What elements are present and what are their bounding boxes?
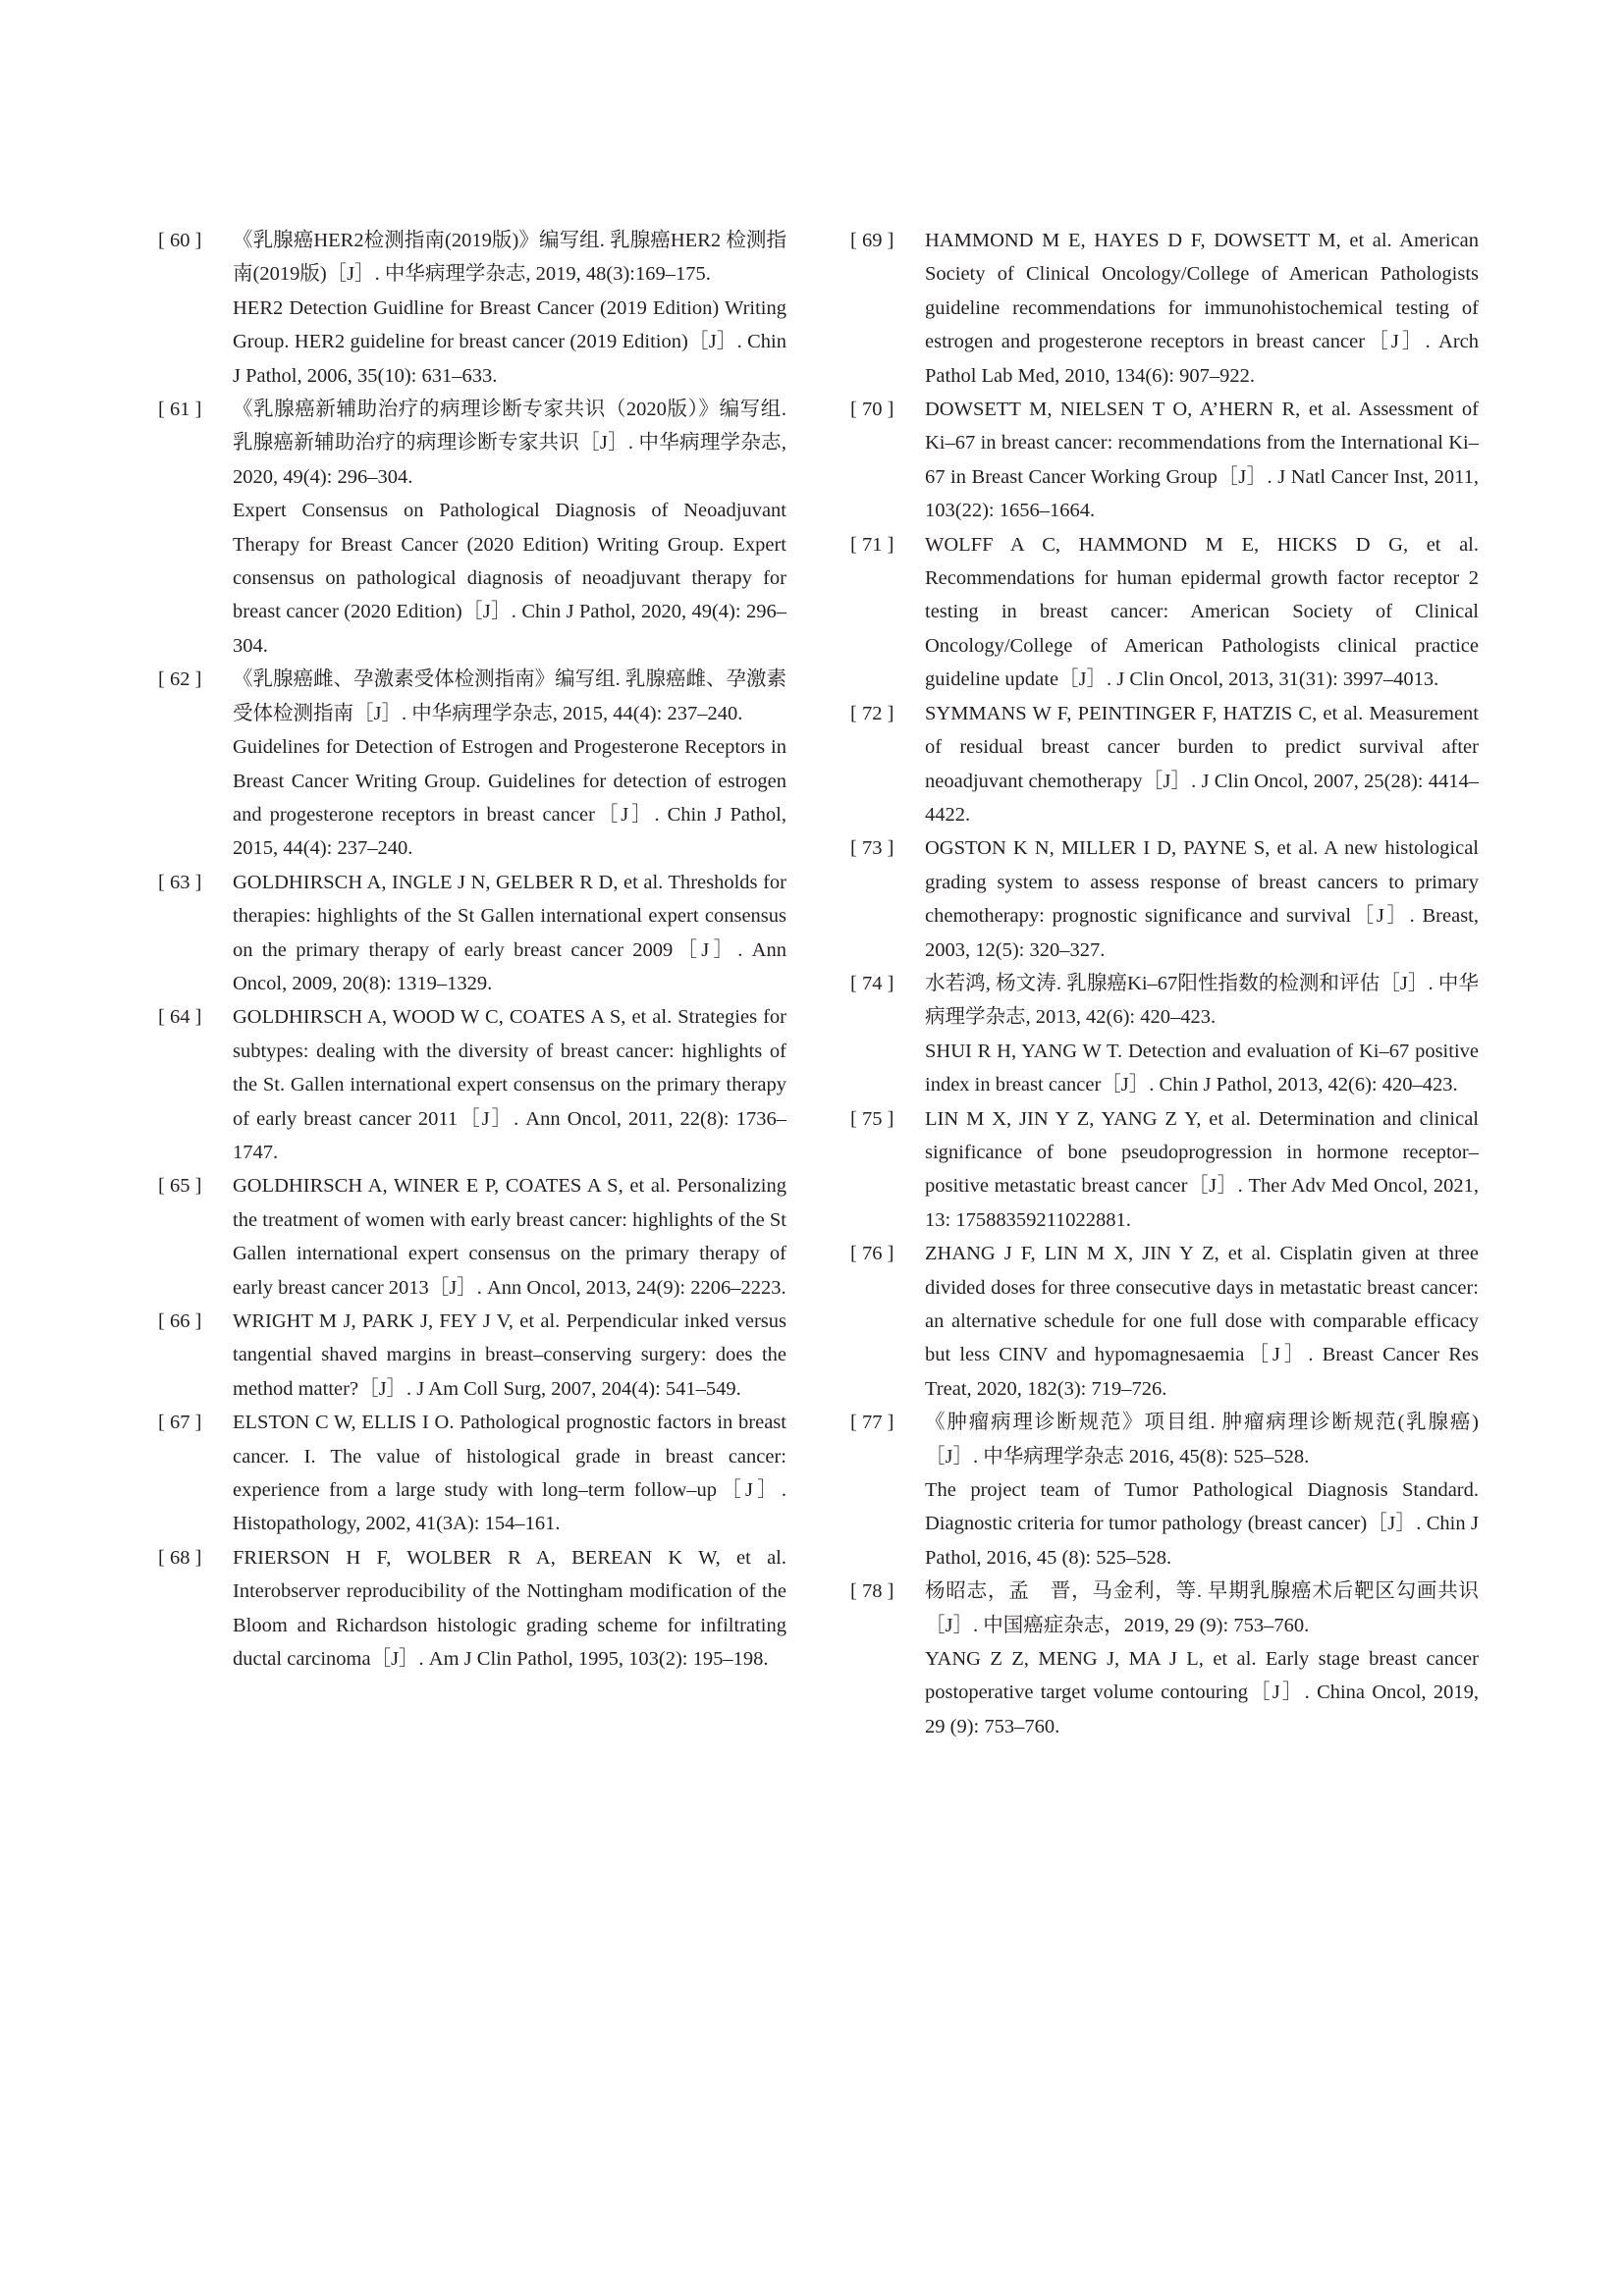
reference-number: [ 62 ] [158,668,202,691]
reference-number: [ 63 ] [158,871,202,893]
reference-citation-translation: The project team of Tumor Pathological Diagnosis Standard. Diagnostic criteria for tumor pathology (breast cancer)［J］. Chin J Pathol, 2016, 45 (8): 525–528. [925,1479,1479,1569]
reference-number: [ 69 ] [850,230,894,251]
reference-entry [850,1102,1479,1238]
reference-citation: LIN M X, JIN Y Z, YANG Z Y, et al. Determination and clinical significance of bone pseudoprogression in hormone receptor–positive metastatic breast cancer［J］. Ther Adv Med Oncol, 2021, 13: 17588359211022881. [925,1107,1479,1231]
reference-number: [ 76 ] [850,1243,894,1265]
reference-entry [850,1237,1479,1406]
reference-number: [ 64 ] [158,1006,202,1029]
reference-number: [ 66 ] [158,1310,202,1332]
reference-entry [850,697,1479,832]
reference-citation-translation: Expert Consensus on Pathological Diagnosis of Neoadjuvant Therapy for Breast Cancer (2020 Edition) Writing Group. Expert consensus on pathological diagnosis of neoadjuvant therapy for breast cancer (2020 Edition)［J］. Chin J Pathol, 2020, 49(4): 296–304. [233,500,786,657]
reference-entry [158,1406,786,1541]
reference-citation: ZHANG J F, LIN M X, JIN Y Z, et al. Cisplatin given at three divided doses for three consecutive days in metastatic breast cancer: an alternative schedule for one full dose with comparable efficacy but less CINV and hypomagnesaemia［J］. Breast Cancer Res Treat, 2020, 182(3): 719–726. [925,1243,1479,1400]
reference-entry [850,1406,1479,1575]
reference-number: [ 60 ] [158,230,202,251]
reference-number: [ 70 ] [850,399,894,421]
reference-number: [ 61 ] [158,399,202,421]
reference-number: [ 77 ] [850,1412,894,1434]
reference-citation: 水若鸿, 杨文涛. 乳腺癌Ki–67阳性指数的检测和评估［J］. 中华病理学杂志, 2013, 42(6): 420–423. [925,972,1479,1029]
reference-column-left [158,224,786,1676]
reference-entry [158,393,786,663]
reference-entry [850,1575,1479,1743]
reference-entry [850,393,1479,528]
reference-citation: WRIGHT M J, PARK J, FEY J V, et al. Perpendicular inked versus tangential shaved margins in breast–conserving surgery: does the method matter?［J］. J Am Coll Surg, 2007, 204(4): 541–549. [233,1310,786,1400]
reference-citation: 杨昭志，孟 晋，马金利，等. 早期乳腺癌术后靶区勾画共识［J］. 中国癌症杂志，2019, 29 (9): 753–760. [925,1580,1479,1636]
reference-citation-translation: YANG Z Z, MENG J, MA J L, et al. Early stage breast cancer postoperative target volume contouring［J］. China Oncol, 2019, 29 (9): 753–760. [925,1648,1479,1737]
reference-citation: GOLDHIRSCH A, WINER E P, COATES A S, et al. Personalizing the treatment of women with early breast cancer: highlights of the St Gallen international expert consensus on the primary therapy of early breast cancer 2013［J］. Ann Oncol, 2013, 24(9): 2206–2223. [233,1175,786,1299]
reference-column-right [850,224,1479,1743]
reference-entry [158,1541,786,1677]
reference-number: [ 75 ] [850,1107,894,1130]
reference-citation-translation: Guidelines for Detection of Estrogen and Progesterone Receptors in Breast Cancer Writing Group. Guidelines for detection of estrogen and progesterone receptors in breast cancer［J］. Chin J Pathol, 2015, 44(4): 237–240. [233,736,786,860]
reference-entry [158,866,786,1001]
reference-entry [850,831,1479,967]
reference-citation: SYMMANS W F, PEINTINGER F, HATZIS C, et al. Measurement of residual breast cancer burden to predict survival after neoadjuvant chemotherapy［J］. J Clin Oncol, 2007, 25(28): 4414–4422. [925,702,1479,826]
reference-number: [ 73 ] [850,837,894,860]
reference-citation: OGSTON K N, MILLER I D, PAYNE S, et al. A new histological grading system to assess response of breast cancers to primary chemotherapy: prognostic significance and survival［J］. Breast, 2003, 12(5): 320–327. [925,837,1479,961]
reference-entry [158,224,786,393]
reference-citation: HAMMOND M E, HAYES D F, DOWSETT M, et al. American Society of Clinical Oncology/College of American Pathologists guideline recommendations for immunohistochemical testing of estrogen and progesterone receptors in breast cancer［J］. Arch Pathol Lab Med, 2010, 134(6): 907–922. [925,230,1479,387]
reference-entry [158,1169,786,1305]
reference-citation: WOLFF A C, HAMMOND M E, HICKS D G, et al. Recommendations for human epidermal growth factor receptor 2 testing in breast cancer: American Society of Clinical Oncology/College of American Pathologists clinical practice guideline update［J］. J Clin Oncol, 2013, 31(31): 3997–4013. [925,533,1479,691]
reference-citation: 《乳腺癌新辅助治疗的病理诊断专家共识（2020版）》编写组. 乳腺癌新辅助治疗的病理诊断专家共识［J］. 中华病理学杂志, 2020, 49(4): 296–304. [233,399,786,488]
reference-number: [ 67 ] [158,1412,202,1434]
reference-citation-translation: HER2 Detection Guidline for Breast Cancer (2019 Edition) Writing Group. HER2 guideline for breast cancer (2019 Edition)［J］. Chin J Pathol, 2006, 35(10): 631–633. [233,296,786,387]
reference-citation: 《肿瘤病理诊断规范》项目组. 肿瘤病理诊断规范(乳腺癌)［J］. 中华病理学杂志 2016, 45(8): 525–528. [925,1412,1479,1468]
reference-entry [158,1000,786,1169]
reference-number: [ 68 ] [158,1546,202,1569]
reference-number: [ 78 ] [850,1580,894,1603]
reference-citation-translation: SHUI R H, YANG W T. Detection and evaluation of Ki–67 positive index in breast cancer［J］. Chin J Pathol, 2013, 42(6): 420–423. [925,1040,1479,1096]
reference-number: [ 65 ] [158,1175,202,1198]
reference-number: [ 71 ] [850,533,894,556]
reference-citation: ELSTON C W, ELLIS I O. Pathological prognostic factors in breast cancer. I. The value of histological grade in breast cancer: experience from a large study with long–term follow–up［J］. Histopathology, 2002, 41(3A): 154–161. [233,1412,786,1535]
reference-number: [ 72 ] [850,702,894,724]
reference-entry [158,1305,786,1406]
reference-entry [850,224,1479,393]
reference-citation: GOLDHIRSCH A, INGLE J N, GELBER R D, et al. Thresholds for therapies: highlights of the St Gallen international expert consensus on the primary therapy of early breast cancer 2009［J］. Ann Oncol, 2009, 20(8): 1319–1329. [233,871,786,994]
reference-citation: GOLDHIRSCH A, WOOD W C, COATES A S, et al. Strategies for subtypes: dealing with the diversity of breast cancer: highlights of the St. Gallen international expert consensus on the primary therapy of early breast cancer 2011［J］. Ann Oncol, 2011, 22(8): 1736–1747. [233,1006,786,1163]
reference-number: [ 74 ] [850,972,894,994]
reference-entry [158,663,786,865]
reference-citation: FRIERSON H F, WOLBER R A, BEREAN K W, et al. Interobserver reproducibility of the Nottingham modification of the Bloom and Richardson histologic grading scheme for infiltrating ductal carcinoma［J］. Am J Clin Pathol, 1995, 103(2): 195–198. [233,1546,786,1671]
reference-entry [850,967,1479,1102]
reference-citation: 《乳腺癌雌、孕激素受体检测指南》编写组. 乳腺癌雌、孕激素受体检测指南［J］. 中华病理学杂志, 2015, 44(4): 237–240. [233,668,786,724]
reference-citation: DOWSETT M, NIELSEN T O, A’HERN R, et al. Assessment of Ki–67 in breast cancer: recommendations from the International Ki–67 in Breast Cancer Working Group［J］. J Natl Cancer Inst, 2011, 103(22): 1656–1664. [925,399,1479,522]
reference-entry [850,528,1479,697]
reference-citation: 《乳腺癌HER2检测指南(2019版)》编写组. 乳腺癌HER2 检测指南(2019版)［J］. 中华病理学杂志, 2019, 48(3):169–175. [233,230,786,286]
